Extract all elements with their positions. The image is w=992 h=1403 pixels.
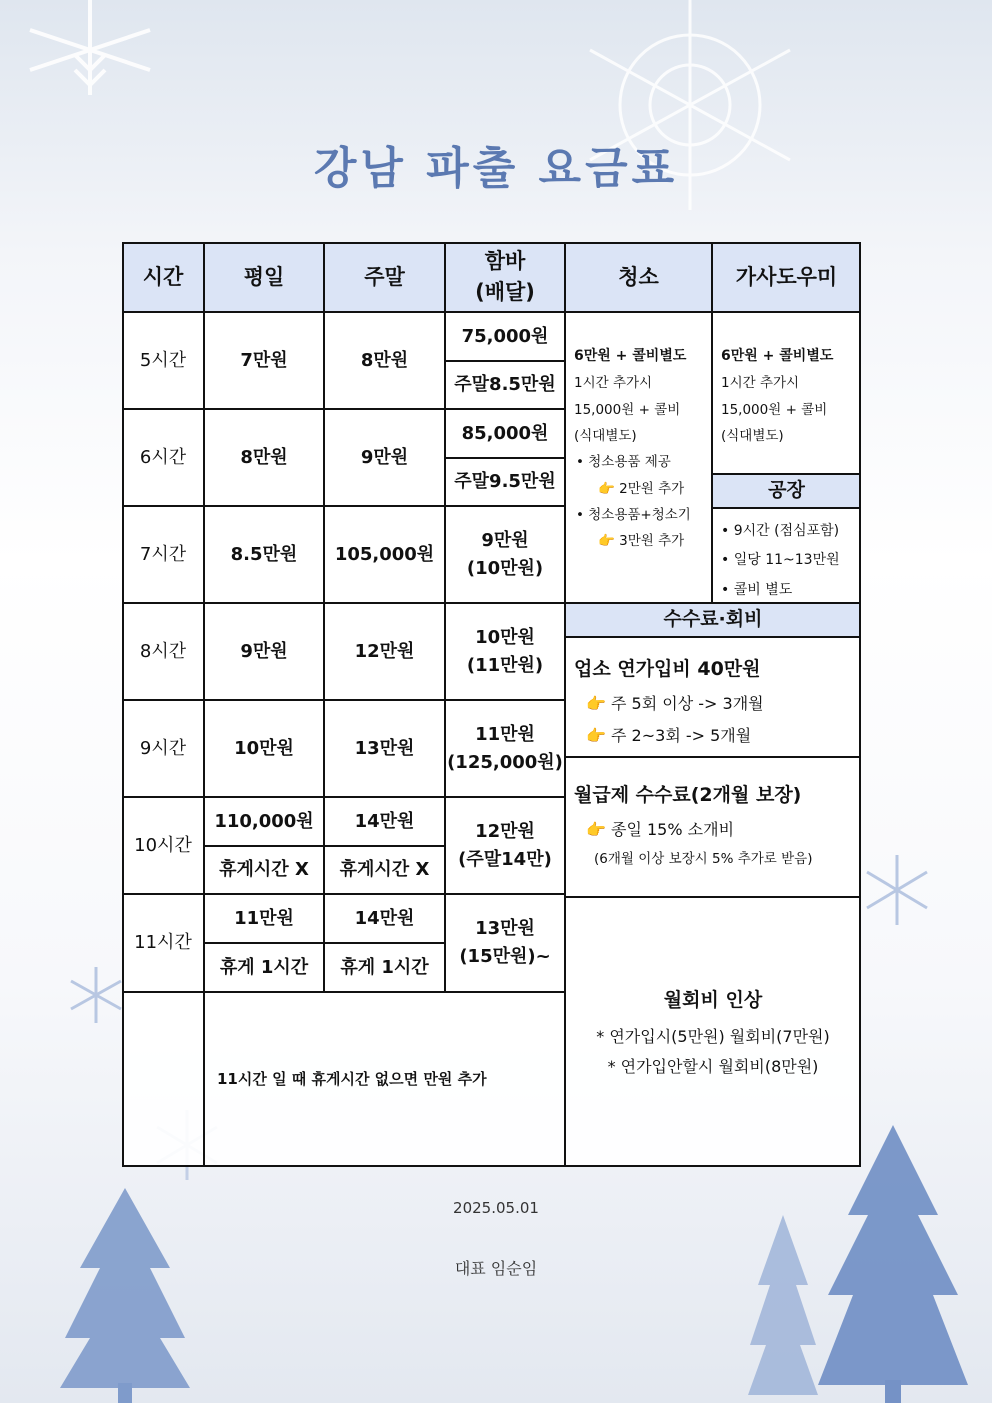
monthly-fee-note: (6개월 이상 보장시 5% 추가로 받음) <box>594 851 813 867</box>
weekday-5h: 7만원 <box>204 312 324 409</box>
cleaning-supplies-price: 👉 2만원 추가 <box>598 480 685 497</box>
overtime-note: 11시간 일 때 휴게시간 없으면 만원 추가 <box>204 992 565 1167</box>
annual-fee-block <box>565 637 861 757</box>
issue-date: 2025.05.01 <box>453 1199 539 1217</box>
cleaning-meal-note: (식대별도) <box>574 427 637 444</box>
dues-raise-title: 월회비 인상 <box>663 988 763 1011</box>
weekend-5h: 8만원 <box>324 312 445 409</box>
cleaning-supplies-item: • 청소용품 제공 <box>576 454 671 471</box>
row-label-9h: 9시간 <box>122 700 204 797</box>
weekday-8h: 9만원 <box>204 603 324 700</box>
factory-details <box>712 508 861 603</box>
row-label-7h: 7시간 <box>122 506 204 603</box>
weekend-10h: 14만원 <box>324 797 445 846</box>
cleaning-extra-label: 1시간 추가시 <box>574 375 653 392</box>
housekeeper-details <box>712 312 861 474</box>
pine-tree-icon <box>748 1215 818 1403</box>
header-weekend: 주말 <box>324 242 445 312</box>
weekday-10h: 110,000원 <box>204 797 324 846</box>
cleaning-details <box>565 312 712 603</box>
cleaning-extra-rate: 15,000원 + 콜비 <box>574 401 681 418</box>
hamba-6h: 85,000원 <box>445 409 565 458</box>
row-label-6h: 6시간 <box>122 409 204 506</box>
weekend-11h: 14만원 <box>324 894 445 943</box>
weekend-7h: 105,000원 <box>324 506 445 603</box>
dues-raise-block <box>565 897 861 1167</box>
weekday-11h: 11만원 <box>204 894 324 943</box>
header-cleaning: 청소 <box>565 242 712 312</box>
row-label-8h: 8시간 <box>122 603 204 700</box>
annual-fee-5x: 👉 주 5회 이상 -> 3개월 <box>586 694 764 713</box>
monthly-fee-title: 월급제 수수료(2개월 보장) <box>574 784 802 806</box>
cleaning-vacuum-item: • 청소용품+청소기 <box>576 506 691 523</box>
hamba-6h-weekend: 주말9.5만원 <box>445 458 565 506</box>
hamba-11h: 13만원 (15만원)~ <box>445 894 565 992</box>
row-label-5h: 5시간 <box>122 312 204 409</box>
hamba-9h: 11만원 (125,000원) <box>445 700 565 797</box>
header-housekeeper: 가사도우미 <box>712 242 861 312</box>
weekday-7h: 8.5만원 <box>204 506 324 603</box>
weekday-6h: 8만원 <box>204 409 324 506</box>
hamba-5h: 75,000원 <box>445 312 565 361</box>
factory-daily-rate: • 일당 11~13만원 <box>721 552 840 569</box>
page-title: 강남 파출 요금표 <box>313 143 679 194</box>
weekday-9h: 10만원 <box>204 700 324 797</box>
cleaning-base-rate: 6만원 + 콜비별도 <box>574 348 687 364</box>
pine-tree-icon <box>60 1188 190 1403</box>
snowflake-decoration-icon <box>66 965 126 1025</box>
cleaning-vacuum-price: 👉 3만원 추가 <box>598 533 685 550</box>
housekeeper-base-rate: 6만원 + 콜비별도 <box>721 348 834 364</box>
weekday-11h-break: 휴게 1시간 <box>204 943 324 992</box>
snowflake-decoration-icon <box>20 0 160 110</box>
annual-fee-2x: 👉 주 2~3회 -> 5개월 <box>586 726 752 745</box>
monthly-fee-rate: 👉 종일 15% 소개비 <box>586 820 735 839</box>
housekeeper-extra-label: 1시간 추가시 <box>721 375 800 392</box>
weekend-8h: 12만원 <box>324 603 445 700</box>
hamba-7h: 9만원 (10만원) <box>445 506 565 603</box>
header-weekday: 평일 <box>204 242 324 312</box>
weekend-10h-break: 휴게시간 X <box>324 846 445 894</box>
dues-raise-no-annual: * 연가입안할시 월회비(8만원) <box>607 1057 819 1077</box>
weekend-9h: 13만원 <box>324 700 445 797</box>
hamba-8h: 10만원 (11만원) <box>445 603 565 700</box>
representative: 대표 임순임 <box>454 1259 538 1278</box>
monthly-fee-block <box>565 757 861 897</box>
hamba-10h: 12만원 (주말14만) <box>445 797 565 894</box>
header-hamba: 함바 (배달) <box>445 242 565 312</box>
row-label-empty <box>122 992 204 1167</box>
housekeeper-extra-rate: 15,000원 + 콜비 <box>721 401 828 418</box>
weekend-6h: 9만원 <box>324 409 445 506</box>
dues-raise-annual: * 연가입시(5만원) 월회비(7만원) <box>596 1026 830 1046</box>
housekeeper-meal-note: (식대별도) <box>721 427 784 444</box>
factory-hours: • 9시간 (점심포함) <box>721 523 840 539</box>
row-label-10h: 10시간 <box>122 797 204 894</box>
row-label-11h: 11시간 <box>122 894 204 992</box>
hamba-5h-weekend: 주말8.5만원 <box>445 361 565 409</box>
fees-header: 수수료·회비 <box>565 603 861 637</box>
snowflake-decoration-icon <box>862 850 932 930</box>
weekday-10h-break: 휴게시간 X <box>204 846 324 894</box>
factory-call-fee: • 콜비 별도 <box>721 581 793 598</box>
annual-fee-title: 업소 연가입비 40만원 <box>574 658 761 680</box>
rate-table <box>122 242 861 1167</box>
weekend-11h-break: 휴게 1시간 <box>324 943 445 992</box>
header-time: 시간 <box>122 242 204 312</box>
factory-header: 공장 <box>712 474 861 508</box>
